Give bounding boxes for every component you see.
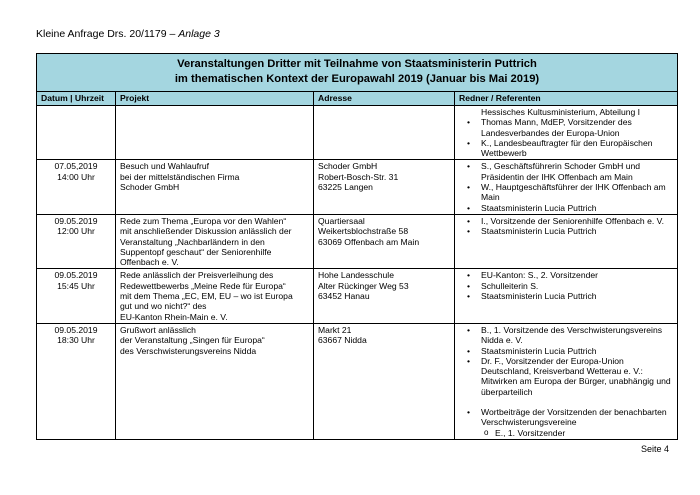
event-date: 07.05,2019 bbox=[54, 161, 98, 172]
speaker-list bbox=[459, 270, 673, 301]
column-header-date: Datum | Uhrzeit bbox=[37, 92, 116, 106]
table-row bbox=[37, 160, 678, 214]
event-time: 15:45 Uhr bbox=[57, 280, 95, 291]
project-cell: Rede anlässlich der Preisverleihung des Redewettbewerbs „Meine Rede für Europa“ mit dem Thema „EC, EM, EU – wo ist Europa gut und wo nicht?“ des EU-Kanton Rhein-Main e. V. bbox=[116, 269, 314, 323]
event-date: 09.05.2019 bbox=[54, 215, 98, 226]
speaker-list bbox=[459, 216, 673, 237]
table-row bbox=[37, 323, 678, 439]
speaker-item: • B., 1. Vorsitzende des Verschwisterungsvereins Nidda e. V. bbox=[459, 325, 673, 346]
page-header bbox=[36, 28, 220, 40]
date-cell bbox=[37, 214, 116, 268]
table-title bbox=[37, 54, 678, 92]
speaker-item: • Thomas Mann, MdEP, Vorsitzender des Landesverbandes der Europa-Union bbox=[459, 117, 673, 138]
column-header-speakers: Redner / Referenten bbox=[455, 92, 678, 106]
table-row bbox=[37, 214, 678, 268]
speaker-item: • Staatsministerin Lucia Puttrich bbox=[459, 291, 673, 301]
speaker-item: • Staatsministerin Lucia Puttrich bbox=[459, 203, 673, 213]
project-cell: Rede zum Thema „Europa vor den Wahlen“ mit anschließender Diskussion anlässlich der Veranstaltung „Nachbarländern in den Suppentopf geschaut“ der Seniorenhilfe Offenbach e. V. bbox=[116, 214, 314, 268]
speaker-item: • S., Geschäftsführerin Schoder GmbH und Präsidentin der IHK Offenbach am Main bbox=[459, 161, 673, 182]
table-title-line-2: im thematischen Kontext der Europawahl 2019 (Januar bis Mai 2019) bbox=[174, 73, 540, 85]
address-cell bbox=[314, 106, 455, 160]
table-row bbox=[37, 269, 678, 323]
address-cell: Quartiersaal Weikertsblochstraße 58 63069 Offenbach am Main bbox=[314, 214, 455, 268]
project-cell: Grußwort anlässlich der Veranstaltung „Singen für Europa“ des Verschwisterungsvereins Nidda bbox=[116, 323, 314, 439]
speaker-item: • Dr. F., Vorsitzender der Europa-Union Deutschland, Kreisverband Wetterau e. V.: Mitwirken am Europa der Bürger, unabhängig und überparteilich bbox=[459, 356, 673, 397]
event-date: 09.05.2019 bbox=[54, 324, 98, 335]
speakers-cell bbox=[455, 269, 678, 323]
speaker-item: • Wortbeiträge der Vorsitzenden der benachbarten Verschwisterungsvereine bbox=[459, 407, 673, 428]
project-cell bbox=[116, 106, 314, 160]
column-header-project: Projekt bbox=[116, 92, 314, 106]
speaker-item: • I., Vorsitzende der Seniorenhilfe Offenbach e. V. bbox=[459, 216, 673, 226]
speaker-list bbox=[459, 325, 673, 438]
header-text: Kleine Anfrage Drs. 20/1179 – bbox=[36, 28, 176, 40]
address-cell: Markt 21 63667 Nidda bbox=[314, 323, 455, 439]
speaker-item: • W., Hauptgeschäftsführer der IHK Offenbach am Main bbox=[459, 182, 673, 203]
event-time: 18:30 Uhr bbox=[57, 335, 95, 346]
event-date: 09.05.2019 bbox=[54, 270, 98, 281]
speaker-item: Hessisches Kultusministerium, Abteilung I bbox=[481, 107, 641, 117]
speakers-cell bbox=[455, 106, 678, 160]
event-time: 14:00 Uhr bbox=[57, 171, 95, 182]
date-cell bbox=[37, 160, 116, 214]
header-annex: Anlage 3 bbox=[178, 28, 220, 40]
date-cell bbox=[37, 323, 116, 439]
address-cell: Hohe Landesschule Alter Rückinger Weg 53 63452 Hanau bbox=[314, 269, 455, 323]
speaker-item: • Staatsministerin Lucia Puttrich bbox=[459, 346, 673, 356]
column-header-row bbox=[37, 92, 678, 106]
event-time: 12:00 Uhr bbox=[57, 226, 95, 237]
table-row bbox=[37, 106, 678, 160]
events-table bbox=[36, 53, 678, 440]
date-cell bbox=[37, 106, 116, 160]
speakers-cell bbox=[455, 160, 678, 214]
speaker-list bbox=[459, 107, 673, 158]
table-title-line-1: Veranstaltungen Dritter mit Teilnahme von Staatsministerin Puttrich bbox=[177, 58, 537, 70]
table-body bbox=[37, 106, 678, 440]
speakers-cell bbox=[455, 323, 678, 439]
page-number: Seite 4 bbox=[640, 444, 669, 454]
speaker-list bbox=[459, 161, 673, 212]
speaker-item: • Schulleiterin S. bbox=[459, 281, 673, 291]
column-header-address: Adresse bbox=[314, 92, 455, 106]
speaker-item: o E., 1. Vorsitzender bbox=[459, 428, 673, 438]
address-cell: Schoder GmbH Robert-Bosch-Str. 31 63225 Langen bbox=[314, 160, 455, 214]
speaker-item: • K., Landesbeauftragter für den Europäischen Wettbewerb bbox=[459, 138, 673, 159]
date-cell bbox=[37, 269, 116, 323]
speaker-item: • EU-Kanton: S., 2. Vorsitzender bbox=[459, 270, 673, 280]
speaker-item: • Staatsministerin Lucia Puttrich bbox=[459, 226, 673, 236]
project-cell: Besuch und Wahlaufruf bei der mittelständischen Firma Schoder GmbH bbox=[116, 160, 314, 214]
speakers-cell bbox=[455, 214, 678, 268]
